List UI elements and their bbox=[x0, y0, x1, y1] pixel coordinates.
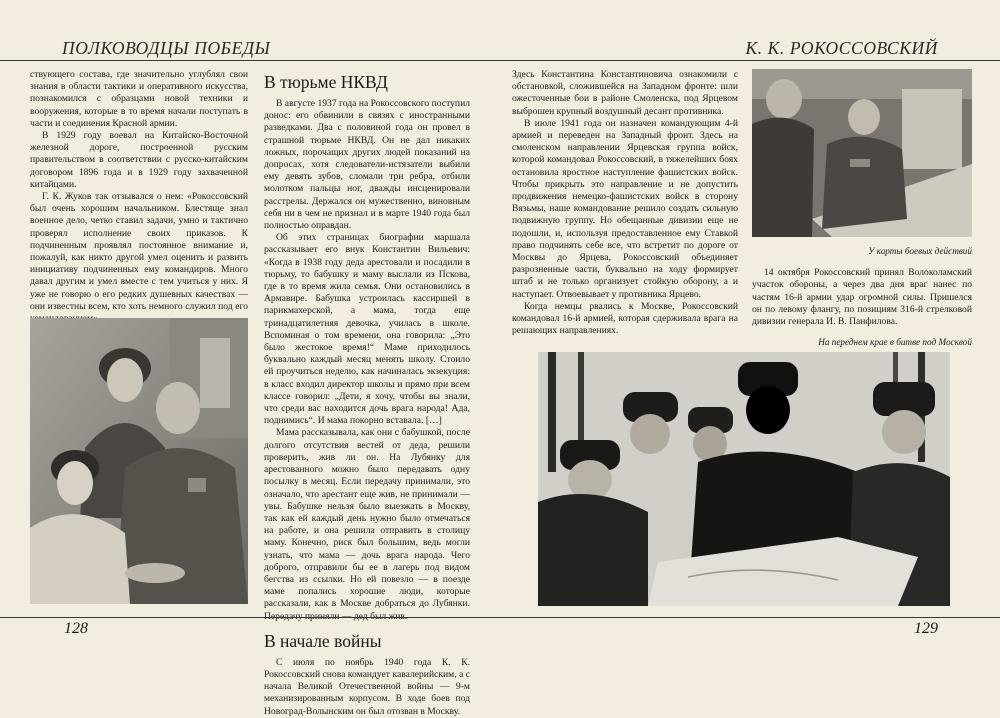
right-column-1 bbox=[512, 69, 738, 337]
left-page bbox=[0, 0, 500, 717]
right-column-2 bbox=[752, 245, 972, 348]
right-page bbox=[500, 0, 1000, 654]
section-heading-nkvd: В тюрьме НКВД bbox=[264, 72, 388, 92]
right-running-header: К. К. РОКОССОВСКИЙ bbox=[745, 38, 938, 58]
section-heading-war-start: В начале войны bbox=[264, 630, 382, 651]
right-col1-paragraph: Когда немцы рвались к Москве, Рокоссовский командовал 16-й армией, которая сдерживала врага на решающих направлениях. bbox=[512, 300, 738, 337]
left-column-1 bbox=[30, 69, 248, 345]
left-page-number: 128 bbox=[64, 620, 88, 637]
left-col2-paragraph: В августе 1937 года на Рокоссовского поступил донос: его обвинили в связях с иностранными разведками. Два с половиной года он провел в страшной тюрьме НКВД. Он не дал никаких ложных, порочащих других людей показаний на допросах, хотя следователи-истязатели выбили ему девять зубов, сломали три ребра, отбили молотком пальцы ног, дважды инсценировали расстрелы. Держался он мужественно, виновным себя ни в чем не признал и в марте 1940 года был полностью оправдан. bbox=[264, 98, 470, 232]
left-footer-rule bbox=[0, 617, 500, 618]
right-page-number: 129 bbox=[914, 620, 938, 637]
left-running-header: ПОЛКОВОДЦЫ ПОБЕДЫ bbox=[62, 38, 271, 58]
left-column-2 bbox=[264, 72, 470, 718]
right-col2-paragraph: 14 октября Рокоссовский принял Волоколамский участок обороны, а через два дня враг нанес по частям 16-й армии удар огромной силы. Пришелся он по левому флангу, по позициям 316-й стрелковой дивизии генерала И. В. Панфилова. bbox=[752, 267, 972, 328]
left-col1-paragraph: Г. К. Жуков так отзывался о нем: «Рокоссовский был очень хорошим начальником. Блестяще знал военное дело, четко ставил задачи, умно и тактично проверял исполнение своих приказов. К подчиненным проявлял постоянное внимание и, пожалуй, как никто другой умел оценить и развить инициативу подчиненных ему командиров. Много давал другим и умел вместе с тем учиться у них. Я уже не говорю о его редких душевных качествах — они известны всем, кто хоть немного служил под его bbox=[30, 191, 248, 312]
front-line-photo bbox=[538, 352, 950, 606]
right-footer-rule bbox=[500, 617, 1000, 618]
left-col1-paragraph: ствующего состава, где значительно углублял свои знания в области тактики и оперативного искусства, познакомился с образцами новой техники и вооружения, которые в то время начали поступать в части и соединения Красной армии. bbox=[30, 69, 248, 129]
front-photo-caption: На переднем крае в битве под Москвой bbox=[818, 337, 972, 348]
left-col1-paragraph: В 1929 году воевал на Китайско-Восточной железной дороге, построенной русским правительством в соответствии с русско-китайским договором 1896 года и в 1929 году захваченной китайцами. bbox=[30, 130, 248, 190]
left-col2-paragraph: С июля по ноябрь 1940 года К. К. Рокоссовский снова командует кавалерийским, а с начала Великой Отечественной войны — 9-м механизированным корпусом. В ходе боев под Новоград-Волынским он был отозван в Москву. bbox=[264, 656, 470, 717]
left-col2-paragraph: Об этих страницах биографии маршала рассказывает его внук Константин Вильевич: «Когда в 1938 году деда арестовали и посадили в тюрьму, то бабушку и маму выслали из Пскова, где в то время жила семья. Они остановились в Армавире. Бабушка устроилась кассиршей в парикмахерской, а мама, тогда еще тринадцатилетняя девочка, училась в школе. Вспоминая о том времени, она говорила: „Это было жестокое время!“ Маме приходилось буквально каждый месяц менять школу. Стоило ей проучиться неделю, как начиналась экзекуция: в класс входил директор школы и прямо при всем классе говорил: „Дети, я хочу, чтобы вы знали, что среди вас находится дочь врага народа! Ада, поднимись“. И мама покорно вставала. […] bbox=[264, 232, 470, 427]
right-header-rule bbox=[500, 60, 1000, 61]
right-col1-paragraph: Здесь Константина Константиновича ознакомили с обстановкой, сложившейся на Западном фронте: шли ожесточенные бои в районе Смоленска, под Ярцевом выброшен крупный воздушный десант противника. bbox=[512, 69, 738, 117]
left-header-rule bbox=[0, 60, 500, 61]
family-photo bbox=[30, 318, 248, 604]
map-photo bbox=[752, 69, 972, 237]
left-col2-paragraph: Мама рассказывала, как они с бабушкой, после долгого отсутствия вестей от деда, решили проверить, жив ли он. На Лубянку для арестованного можно было передавать одну посылку в месяц. Если передачу принимали, это означало, что арестант еще жив, не принимали — увы. Бабушке нельзя было выезжать в Москву, так как ей каждый день нужно было отмечаться на работе, и она решила отправить в столицу маму. Конечно, риск был большим, ведь могли узнать, что мама — дочь врага народа. Чего доброго, отправили бы ее в лагерь под видом бегства из ссылки. Но ей повезло — в поезде маме попались хорошие люди, которые рассказали, как в Москве добраться до Лубянки. Передачу приняли — дед был жив. bbox=[264, 427, 470, 622]
map-photo-caption: У карты боевых действий bbox=[868, 246, 972, 256]
right-col1-paragraph: В июле 1941 года он назначен командующим 4-й армией и переведен на Западный фронт. Здесь на смоленском направлении Ярцевская группа войск, которой командовал Рокоссовский, в тяжелейших боях остановила яростное наступление фашистских войск. Чтобы прикрыть это направление и не допустить продвижения немецко-фашистских войск в сторону Вязьмы, наше командование решило создать сильную подвижную группу. Но обещанные дивизии еще не подошли, и, используя предоставленное ему Ставкой право подчинять себе все, что встретит по дороге от Москвы до Ярцева, Рокоссовский объединяет разрозненные части, буквально на ходу формирует штаб и не только организует стойкую оборону, а и наступает. Отвоевывает у противника Ярцево. bbox=[512, 117, 738, 300]
